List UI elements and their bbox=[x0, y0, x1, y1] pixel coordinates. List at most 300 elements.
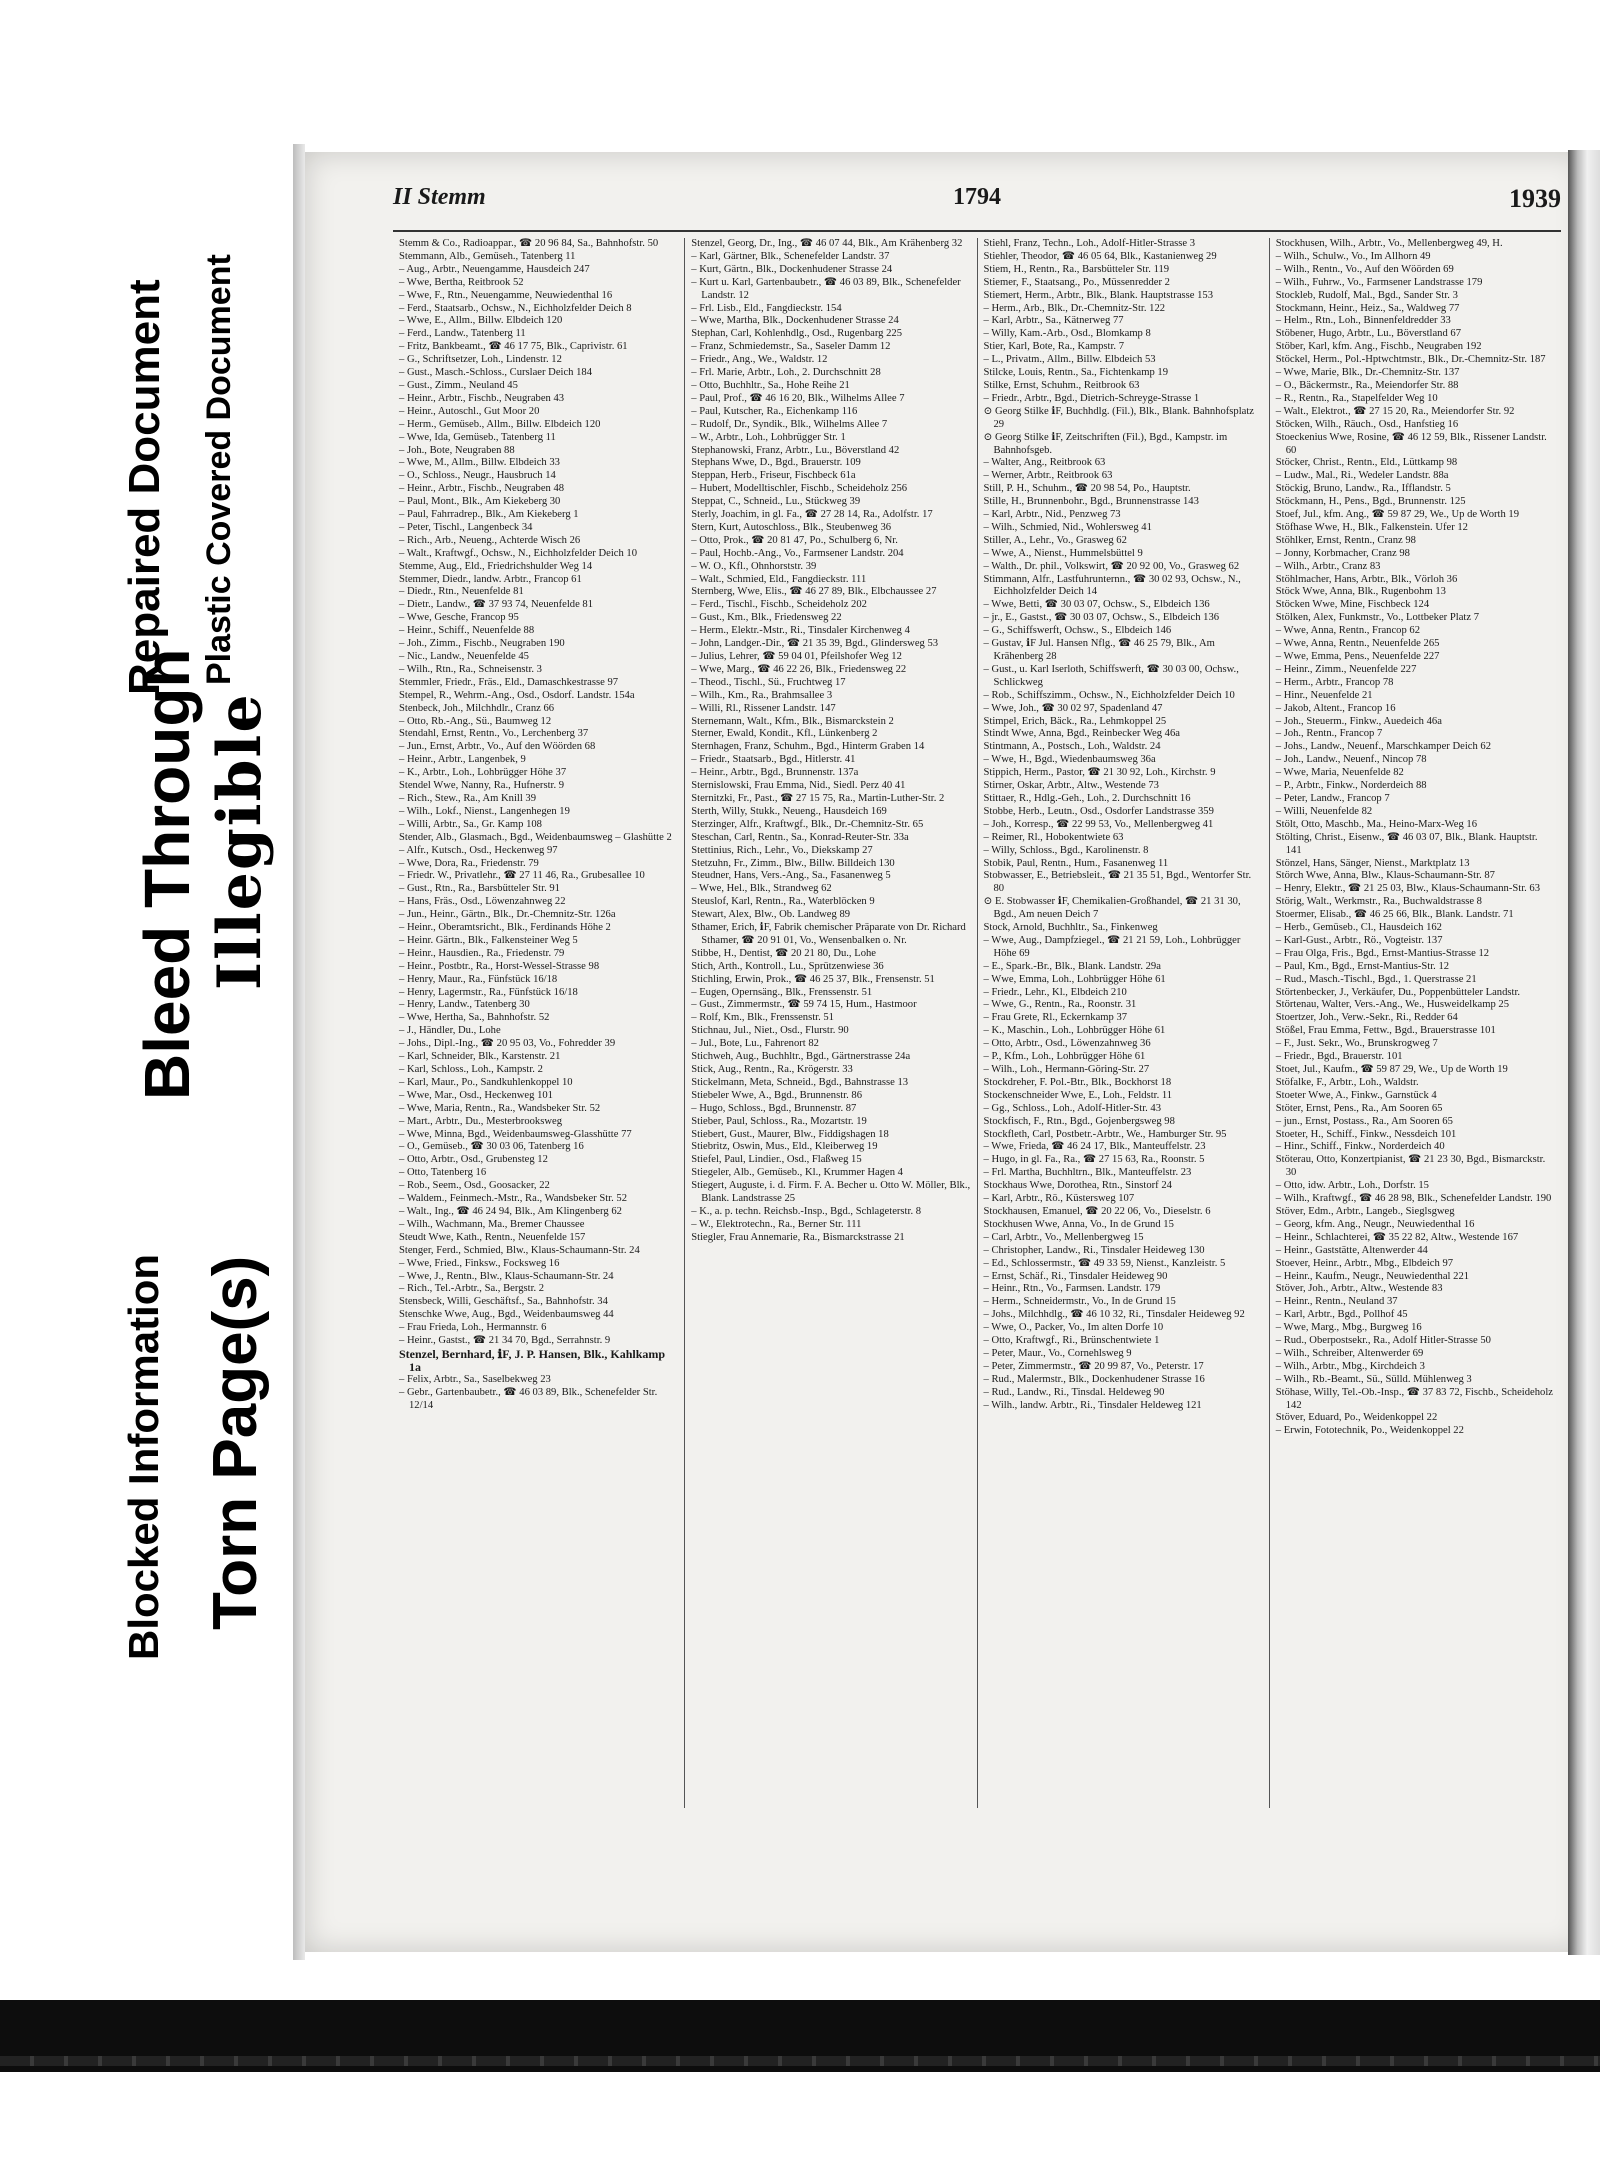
directory-entry: Stendel Wwe, Nanny, Ra., Hufnerstr. 9 bbox=[399, 780, 565, 792]
directory-entry: – Wilh., landw. Arbtr., Ri., Tinsdaler Heldeweg 121 bbox=[983, 1399, 1202, 1411]
directory-entry: Stockfisch, F., Rtn., Bgd., Gojenbergsweg 98 bbox=[983, 1115, 1175, 1127]
directory-entry: Stiebeler Wwe, A., Bgd., Brunnenstr. 86 bbox=[691, 1089, 863, 1101]
directory-entry: – Karl, Gärtner, Blk., Schenefelder Landstr. 37 bbox=[691, 250, 890, 262]
directory-entry: – Wwe, Frieda, ☎ 46 24 17, Blk., Manteuffelstr. 23 bbox=[983, 1141, 1206, 1153]
directory-entry: – Kurt u. Karl, Gartenbaubetr., ☎ 46 03 89, Blk., Schenefelder Landstr. 12 bbox=[691, 276, 961, 301]
directory-entry: – Wwe, O., Packer, Vo., Im alten Dorfe 10 bbox=[983, 1322, 1164, 1334]
directory-entry: – Gust., Km., Blk., Friedensweg 22 bbox=[691, 612, 842, 624]
directory-entry: – Wwe, Gesche, Francop 95 bbox=[399, 612, 519, 624]
stamp-plastic-covered-document: Plastic Covered Document bbox=[200, 254, 238, 685]
directory-entry: Stöckmann, H., Pens., Bgd., Brunnenstr. 125 bbox=[1275, 496, 1466, 508]
directory-entry: – Rob., Schiffszimm., Ochsw., N., Eichholzfelder Deich 10 bbox=[983, 689, 1235, 701]
directory-entry: Stölting, Christ., Eisenw., ☎ 46 03 07, Blk., Blank. Hauptstr. 141 bbox=[1275, 831, 1538, 856]
directory-entry: – Wilh., Fuhrw., Vo., Farmsener Landstrasse 179 bbox=[1275, 276, 1483, 288]
directory-entry: Stöcken, Wilh., Räuch., Osd., Hanfstieg 16 bbox=[1275, 418, 1459, 430]
directory-entry: Stephanowski, Franz, Arbtr., Lu., Böverstland 42 bbox=[691, 444, 900, 456]
directory-entry: – Willi, Neuenfelde 82 bbox=[1275, 805, 1373, 817]
stamp-repaired-document: Repaired Document bbox=[120, 279, 169, 695]
directory-entry: Steudt Wwe, Kath., Rentn., Neuenfelde 157 bbox=[399, 1231, 586, 1243]
directory-entry: – Wwe, Emma, Loh., Lohbrügger Höhe 61 bbox=[983, 973, 1166, 985]
directory-entry: – Otto, Arbtr., Osd., Grubensteg 12 bbox=[399, 1154, 548, 1166]
directory-entry: – Walt., Ing., ☎ 46 24 94, Blk., Am Klingenberg 62 bbox=[399, 1205, 622, 1217]
directory-entry: – Otto, idw. Arbtr., Loh., Dorfstr. 15 bbox=[1275, 1180, 1429, 1192]
directory-entry: Stiegler, Frau Annemarie, Ra., Bismarckstrasse 21 bbox=[691, 1231, 905, 1243]
directory-entry: Stölken, Alex, Funkmstr., Vo., Lottbeker Platz 7 bbox=[1275, 612, 1479, 624]
directory-entry: – Karl, Maur., Po., Sandkuhlenkoppel 10 bbox=[399, 1076, 573, 1088]
directory-entry: – Johs., Landw., Neuenf., Marschkamper Deich 62 bbox=[1275, 741, 1491, 753]
directory-entry: – Walt., Schmied, Eld., Fangdieckstr. 111 bbox=[691, 573, 867, 585]
directory-entry: Stobbe, Herb., Leutn., Osd., Osdorfer Landstrasse 359 bbox=[983, 805, 1214, 817]
year-label: 1939 bbox=[1509, 184, 1561, 213]
directory-entry: – Rud., Malermstr., Blk., Dockenhudener Strasse 16 bbox=[983, 1373, 1205, 1385]
directory-entry: – Helm., Rtn., Loh., Binnenfeldredder 33 bbox=[1275, 315, 1451, 327]
directory-entry: – Wilh., Schmied, Nid., Wohlersweg 41 bbox=[983, 521, 1152, 533]
directory-entry: – Friedr. W., Privatlehr., ☎ 27 11 46, Ra., Grubesallee 10 bbox=[399, 870, 645, 882]
directory-entry: – Werner, Arbtr., Reitbrook 63 bbox=[983, 470, 1113, 482]
directory-entry: Stock, Arnold, Buchhltr., Sa., Finkenweg bbox=[983, 922, 1158, 934]
directory-entry: Stockhusen, Wilh., Arbtr., Vo., Mellenbergweg 49, H. bbox=[1275, 238, 1503, 249]
directory-entry: Steschan, Carl, Rentn., Sa., Konrad-Reuter-Str. 33a bbox=[691, 831, 909, 843]
directory-entry: – Wwe, A., Nienst., Hummelsbüttel 9 bbox=[983, 547, 1143, 559]
directory-entry: Stiebert, Gust., Maurer, Blw., Fiddigshagen 18 bbox=[691, 1128, 889, 1140]
directory-entry: – Joh., Bote, Neugraben 88 bbox=[399, 444, 515, 456]
directory-entry: – Karl-Gust., Arbtr., Rö., Vogteistr. 137 bbox=[1275, 934, 1443, 946]
directory-entry: – Wilh., Wachmann, Ma., Bremer Chaussee bbox=[399, 1218, 585, 1230]
directory-entry: Stockhaus Wwe, Dorothea, Rtn., Sinstorf 24 bbox=[983, 1180, 1172, 1192]
directory-entry: Stöter, Ernst, Pens., Ra., Am Sooren 65 bbox=[1275, 1102, 1443, 1114]
directory-entry: Stößel, Frau Emma, Fettw., Bgd., Brauerstrasse 101 bbox=[1275, 1025, 1496, 1037]
directory-entry: – Karl, Schneider, Blk., Karstenstr. 21 bbox=[399, 1051, 561, 1063]
directory-entry: – Wwe, Anna, Rentn., Francop 62 bbox=[1275, 625, 1421, 637]
directory-entry: – Peter, Maur., Vo., Cornehlsweg 9 bbox=[983, 1347, 1132, 1359]
directory-entry: – Rich., Stew., Ra., Am Knill 39 bbox=[399, 792, 537, 804]
directory-entry: – Wwe, Maria, Rentn., Ra., Wandsbeker Str. 52 bbox=[399, 1102, 601, 1114]
directory-entry: – Fritz, Bankbeamt., ☎ 46 17 75, Blk., Caprivistr. 61 bbox=[399, 341, 628, 353]
directory-entry: Stöcker, Christ., Rentn., Eld., Lüttkamp 98 bbox=[1275, 457, 1458, 469]
directory-entry: – Heinr., Hausdien., Ra., Friedenstr. 79 bbox=[399, 947, 565, 959]
directory-entry: – Rolf, Km., Blk., Frenssenstr. 51 bbox=[691, 1012, 834, 1024]
directory-entry: Sterzinger, Alfr., Kraftwgf., Blk., Dr.-Chemnitz-Str. 65 bbox=[691, 818, 924, 830]
directory-entry: Stöver, Eduard, Po., Weidenkoppel 22 bbox=[1275, 1412, 1438, 1424]
directory-entry: – Henry, Maur., Ra., Fünfstück 16/18 bbox=[399, 973, 558, 985]
directory-entry: – Wwe, Dora, Ra., Friedenstr. 79 bbox=[399, 857, 539, 869]
directory-entry: – Mart., Arbtr., Du., Mesterbrooksweg bbox=[399, 1115, 563, 1127]
directory-entry: – Paul, Kutscher, Ra., Eichenkamp 116 bbox=[691, 405, 858, 417]
directory-entry: – Jakob, Altent., Francop 16 bbox=[1275, 702, 1396, 714]
directory-entry: – Ernst, Schäf., Ri., Tinsdaler Heideweg 90 bbox=[983, 1270, 1168, 1282]
directory-entry: – Heinr., Kaufm., Neugr., Neuwiedenthal 221 bbox=[1275, 1270, 1470, 1282]
stamp-column bbox=[0, 0, 295, 2177]
directory-entry: Stirner, Oskar, Arbtr., Altw., Westende 73 bbox=[983, 780, 1159, 792]
directory-entry: Stöbener, Hugo, Arbtr., Lu., Böverstland 67 bbox=[1275, 328, 1461, 340]
scan-bottom-band bbox=[0, 2000, 1600, 2072]
column-4 bbox=[1270, 238, 1561, 1808]
directory-entry: – Reimer, Rl., Hobokentwiete 63 bbox=[983, 831, 1124, 843]
directory-entry: – Rud., Landw., Ri., Tinsdal. Heldeweg 90 bbox=[983, 1386, 1165, 1398]
directory-entry: – Ferd., Staatsarb., Ochsw., N., Eichholzfelder Deich 8 bbox=[399, 302, 632, 314]
directory-entry: Stettinius, Rich., Lehr., Vo., Diekskamp 27 bbox=[691, 844, 873, 856]
stamp-blocked-information: Blocked Information bbox=[120, 1253, 167, 1660]
directory-entry: Stiefel, Paul, Lindier., Osd., Flaßweg 15 bbox=[691, 1154, 862, 1166]
header-rule bbox=[393, 230, 1561, 232]
directory-entry: – Wwe, Maria, Neuenfelde 82 bbox=[1275, 767, 1404, 779]
directory-entry: – Rud., Masch.-Tischl., Bgd., 1. Querstrasse 21 bbox=[1275, 973, 1477, 985]
directory-entry: Stickelmann, Meta, Schneid., Bgd., Bahnstrasse 13 bbox=[691, 1076, 909, 1088]
directory-entry: – Wwe, Joh., ☎ 30 02 97, Spadenland 47 bbox=[983, 702, 1163, 714]
directory-entry: – Frau Grete, Rl., Eckernkamp 37 bbox=[983, 1012, 1128, 1024]
directory-entry: – Gustav, ℹF Jul. Hansen Nflg., ☎ 46 25 79, Blk., Am Krähenberg 28 bbox=[983, 638, 1215, 662]
directory-entry: – Peter, Landw., Francop 7 bbox=[1275, 792, 1390, 804]
directory-entry: – jr., E., Gastst., ☎ 30 03 07, Ochsw., S., Elbdeich 136 bbox=[983, 612, 1220, 624]
directory-entry: – Willi, Arbtr., Sa., Gr. Kamp 108 bbox=[399, 818, 542, 830]
directory-entry: – Herm., Gemüseb., Allm., Billw. Elbdeich 120 bbox=[399, 418, 601, 430]
directory-entry: Stönzel, Hans, Sänger, Nienst., Marktplatz 13 bbox=[1275, 857, 1470, 869]
directory-entry: Stöcken Wwe, Mine, Fischbeck 124 bbox=[1275, 599, 1430, 611]
directory-entry: Stiem, H., Rentn., Ra., Barsbütteler Str. 119 bbox=[983, 263, 1170, 275]
directory-entry: – Otto, Prok., ☎ 20 81 47, Po., Schulberg 6, Nr. bbox=[691, 534, 898, 546]
directory-page bbox=[305, 152, 1585, 1952]
directory-entry: – Henry, Landw., Tatenberg 30 bbox=[399, 999, 530, 1011]
directory-entry: – Frl. Marie, Arbtr., Loh., 2. Durchschnitt 28 bbox=[691, 367, 881, 379]
directory-entry: Stier, Karl, Bote, Ra., Kampstr. 7 bbox=[983, 341, 1125, 353]
column-3 bbox=[978, 238, 1270, 1808]
directory-entry: Stenzel, Bernhard, ℹF, J. P. Hansen, Blk., Kahlkamp 1a bbox=[399, 1346, 666, 1374]
directory-entry: Stöfhase Wwe, H., Blk., Falkenstein. Ufer 12 bbox=[1275, 521, 1468, 533]
directory-entry: – Dietr., Landw., ☎ 37 93 74, Neuenfelde 81 bbox=[399, 599, 594, 611]
directory-entry: Stintmann, A., Postsch., Loh., Waldstr. 24 bbox=[983, 741, 1161, 753]
directory-entry: – Ed., Schlossermstr., ☎ 49 33 59, Nienst., Kanzleistr. 5 bbox=[983, 1257, 1226, 1269]
directory-entry: – Jun., Heinr., Gärtn., Blk., Dr.-Chemnitz-Str. 126a bbox=[399, 909, 616, 921]
directory-entry: – Henry, Lagermstr., Ra., Fünfstück 16/18 bbox=[399, 986, 578, 998]
directory-columns bbox=[393, 238, 1561, 1808]
directory-entry: Stichweh, Aug., Buchhltr., Bgd., Gärtnerstrasse 24a bbox=[691, 1051, 911, 1063]
directory-entry: – Wilh., Lokf., Nienst., Langenhegen 19 bbox=[399, 805, 570, 817]
directory-entry: – Frl. Martha, Buchhltrn., Blk., Manteuffelstr. 23 bbox=[983, 1167, 1192, 1179]
directory-entry: ⊙ Georg Stilke ℹF, Zeitschriften (Fil.), Bgd., Kampstr. im Bahnhofsgeb. bbox=[983, 431, 1228, 456]
directory-entry: – Rud., Oberpostsekr., Ra., Adolf Hitler-Strasse 50 bbox=[1275, 1335, 1491, 1347]
directory-entry: – Otto, Arbtr., Osd., Löwenzahnweg 36 bbox=[983, 1038, 1151, 1050]
directory-entry: – Wwe, G., Rentn., Ra., Roonstr. 31 bbox=[983, 999, 1137, 1011]
directory-entry: Stiebritz, Oswin, Mus., Eld., Kleiberweg 19 bbox=[691, 1141, 878, 1153]
directory-entry: – Rob., Seem., Osd., Goosacker, 22 bbox=[399, 1180, 550, 1192]
directory-entry: Stibbe, H., Dentist, ☎ 20 21 80, Du., Lohe bbox=[691, 947, 876, 959]
directory-entry: Stetzuhn, Fr., Zimm., Blw., Billw. Billdeich 130 bbox=[691, 857, 895, 869]
directory-entry: – Jul., Bote, Lu., Fahrenort 82 bbox=[691, 1038, 819, 1050]
directory-entry: Stöck Wwe, Anna, Blk., Rugenbohm 13 bbox=[1275, 586, 1446, 598]
directory-entry: – Joh., Korresp., ☎ 22 99 53, Vo., Mellenbergweg 41 bbox=[983, 818, 1214, 830]
directory-entry: – Herm., Arbtr., Francop 78 bbox=[1275, 676, 1394, 688]
directory-entry: – Karl, Arbtr., Rö., Küstersweg 107 bbox=[983, 1193, 1135, 1205]
directory-entry: – Wwe, Martha, Blk., Dockenhudener Strasse 24 bbox=[691, 315, 899, 327]
directory-entry: – Frau Olga, Fris., Bgd., Ernst-Mantius-Strasse 12 bbox=[1275, 947, 1490, 959]
directory-entry: – Heinr., Oberamtsricht., Blk., Ferdinands Höhe 2 bbox=[399, 922, 611, 934]
directory-entry: – Heinr. Gärtn., Blk., Falkensteiner Weg 5 bbox=[399, 934, 578, 946]
directory-entry: – Wwe, Marg., ☎ 46 22 26, Blk., Friedensweg 22 bbox=[691, 663, 907, 675]
directory-entry: – Wwe, Fried., Finksw., Focksweg 16 bbox=[399, 1257, 560, 1269]
directory-entry: – Wilh., Arbtr., Cranz 83 bbox=[1275, 560, 1381, 572]
directory-entry: – O., Bäckermstr., Ra., Meiendorfer Str. 88 bbox=[1275, 379, 1459, 391]
page-edge bbox=[1568, 150, 1600, 1955]
directory-entry: – Wwe, E., Allm., Billw. Elbdeich 120 bbox=[399, 315, 563, 327]
directory-entry: – Otto, Buchhltr., Sa., Hohe Reihe 21 bbox=[691, 379, 850, 391]
directory-entry: – Peter, Zimmermstr., ☎ 20 99 87, Vo., Peterstr. 17 bbox=[983, 1360, 1204, 1372]
directory-entry: – Jonny, Korbmacher, Cranz 98 bbox=[1275, 547, 1410, 559]
directory-entry: Stender, Alb., Glasmach., Bgd., Weidenbaumsweg – Glashütte 2 bbox=[399, 831, 672, 843]
directory-entry: – Joh., Rentn., Francop 7 bbox=[1275, 728, 1383, 740]
directory-entry: Stittaer, R., Hdlg.-Geh., Loh., 2. Durchschnitt 16 bbox=[983, 792, 1191, 804]
column-2 bbox=[685, 238, 977, 1808]
directory-entry: Sternislowski, Frau Emma, Nid., Siedl. Perz 40 41 bbox=[691, 780, 906, 792]
directory-entry: Stobwasser, E., Betriebsleit., ☎ 21 35 51, Bgd., Wentorfer Str. 80 bbox=[983, 870, 1252, 895]
directory-entry: – Johs., Dipl.-Ing., ☎ 20 95 03, Vo., Fohredder 39 bbox=[399, 1038, 616, 1050]
directory-entry: Stemmer, Diedr., landw. Arbtr., Francop 61 bbox=[399, 573, 582, 585]
directory-entry: – Ferd., Landw., Tatenberg 11 bbox=[399, 328, 526, 340]
directory-entry: Stoef, Jul., kfm. Ang., ☎ 59 87 29, We., Up de Worth 19 bbox=[1275, 509, 1520, 521]
directory-entry: Stenzel, Georg, Dr., Ing., ☎ 46 07 44, Blk., Am Krähenberg 32 bbox=[691, 238, 963, 249]
directory-entry: – Gebr., Gartenbaubetr., ☎ 46 03 89, Blk., Schenefelder Str. 12/14 bbox=[399, 1386, 658, 1411]
directory-entry: Stöckig, Bruno, Landw., Ra., Ifflandstr. 5 bbox=[1275, 483, 1451, 495]
directory-entry: – Heinr., Rtn., Vo., Farmsen. Landstr. 179 bbox=[983, 1283, 1161, 1295]
directory-entry: Sternhagen, Franz, Schuhm., Bgd., Hinterm Graben 14 bbox=[691, 741, 925, 753]
directory-entry: Stempel, R., Wehrm.-Ang., Osd., Osdorf. Landstr. 154a bbox=[399, 689, 635, 701]
directory-entry: – Walt., Elektrot., ☎ 27 15 20, Ra., Meiendorfer Str. 92 bbox=[1275, 405, 1515, 417]
directory-entry: – Wilh., Arbtr., Mbg., Kirchdeich 3 bbox=[1275, 1360, 1425, 1372]
page-header bbox=[393, 184, 1561, 222]
directory-entry: – Gust., u. Karl Iserloth, Schiffswerft, ☎ 30 03 00, Ochsw., Schlickweg bbox=[983, 663, 1239, 688]
directory-entry: Stockfleth, Carl, Postbetr.-Arbtr., We., Hamburger Str. 95 bbox=[983, 1128, 1227, 1140]
directory-entry: – Wwe, Hel., Blk., Strandweg 62 bbox=[691, 883, 832, 895]
directory-entry: – Georg, kfm. Ang., Neugr., Neuwiedenthal 16 bbox=[1275, 1218, 1475, 1230]
directory-entry: – Gust., Rtn., Ra., Barsbütteler Str. 91 bbox=[399, 883, 560, 895]
directory-entry: Stölt, Otto, Maschb., Ma., Heino-Marx-Weg 16 bbox=[1275, 818, 1478, 830]
directory-entry: – Heinr., Gaststätte, Altenwerder 44 bbox=[1275, 1244, 1428, 1256]
directory-entry: – Heinr., Arbtr., Bgd., Brunnenstr. 137a bbox=[691, 767, 859, 779]
directory-entry: – Johs., Milchhdlg., ☎ 46 10 32, Ri., Tinsdaler Heideweg 92 bbox=[983, 1309, 1245, 1321]
directory-entry: – Wwe, J., Rentn., Blw., Klaus-Schaumann-Str. 24 bbox=[399, 1270, 614, 1282]
directory-entry: – Heinr., Gastst., ☎ 21 34 70, Bgd., Serrahnstr. 9 bbox=[399, 1335, 611, 1347]
directory-entry: Stöhase, Willy, Tel.-Ob.-Insp., ☎ 37 83 72, Fischb., Scheideholz 142 bbox=[1275, 1386, 1553, 1411]
directory-entry: Stoeter Wwe, A., Finkw., Garnstück 4 bbox=[1275, 1089, 1437, 1101]
directory-entry: – Willy, Schloss., Bgd., Karolinenstr. 8 bbox=[983, 844, 1149, 856]
directory-entry: – Otto, Kraftwgf., Ri., Brünschentwiete 1 bbox=[983, 1335, 1160, 1347]
page-number: 1794 bbox=[953, 184, 1001, 210]
directory-entry: – Henry, Elektr., ☎ 21 25 03, Blw., Klaus-Schaumann-Str. 63 bbox=[1275, 883, 1541, 895]
directory-entry: Stoeter, H., Schiff., Finkw., Nessdeich 101 bbox=[1275, 1128, 1457, 1140]
directory-entry: – Hugo, in gl. Fa., Ra., ☎ 27 15 63, Ra., Roonstr. 5 bbox=[983, 1154, 1205, 1166]
directory-entry: – Heinr., Rentn., Neuland 37 bbox=[1275, 1296, 1398, 1308]
directory-entry: – Wwe, Emma, Pens., Neuenfelde 227 bbox=[1275, 651, 1440, 662]
directory-entry: – Heinr., Schlachterei, ☎ 35 22 82, Altw., Westende 167 bbox=[1275, 1231, 1519, 1243]
directory-entry: – Wwe, Anna, Rentn., Neuenfelde 265 bbox=[1275, 638, 1440, 650]
directory-entry: – Eugen, Opernsäng., Blk., Frenssenstr. 51 bbox=[691, 986, 873, 998]
directory-entry: – F., Just. Sekr., Wo., Brunskrogweg 7 bbox=[1275, 1038, 1438, 1050]
directory-entry: Steppat, C., Schneid., Lu., Stückweg 39 bbox=[691, 496, 861, 508]
directory-entry: Störtenau, Walter, Vers.-Ang., We., Husweidelkamp 25 bbox=[1275, 999, 1509, 1011]
directory-entry: – Rich., Arb., Neueng., Achterde Wisch 26 bbox=[399, 534, 581, 546]
directory-entry: – Heinr., Postbtr., Ra., Horst-Wessel-Strasse 98 bbox=[399, 960, 600, 972]
directory-entry: Stoertzer, Joh., Verw.-Sekr., Ri., Redder 64 bbox=[1275, 1012, 1458, 1024]
directory-entry: – Wilh., Rtn., Ra., Schneisenstr. 3 bbox=[399, 663, 542, 675]
directory-entry: Stieber, Paul, Schloss., Ra., Mozartstr. 19 bbox=[691, 1115, 867, 1127]
directory-entry: – Wwe, Marg., Mbg., Burgweg 16 bbox=[1275, 1322, 1422, 1334]
directory-entry: – Hinr., Schiff., Finkw., Norderdeich 40 bbox=[1275, 1141, 1445, 1153]
directory-entry: – Karl, Schloss., Loh., Kampstr. 2 bbox=[399, 1064, 543, 1075]
directory-entry: – Walth., Dr. phil., Volkswirt, ☎ 20 92 00, Vo., Grasweg 62 bbox=[983, 560, 1240, 572]
directory-entry: – Wwe, Mar., Osd., Heckenweg 101 bbox=[399, 1089, 553, 1101]
directory-entry: – Wilh., Schreiber, Altenwerder 69 bbox=[1275, 1347, 1424, 1359]
directory-entry: Stiehl, Franz, Techn., Loh., Adolf-Hitler-Strasse 3 bbox=[983, 238, 1196, 249]
directory-entry: – Wwe, Aug., Dampfziegel., ☎ 21 21 59, Loh., Lohbrügger Höhe 69 bbox=[983, 934, 1241, 959]
directory-entry: Stichling, Erwin, Prok., ☎ 46 25 37, Blk., Frensenstr. 51 bbox=[691, 973, 935, 985]
directory-entry: Stöterau, Otto, Konzertpianist, ☎ 21 23 30, Bgd., Bismarckstr. 30 bbox=[1275, 1154, 1546, 1179]
directory-entry: Stemm & Co., Radioappar., ☎ 20 96 84, Sa., Bahnhofstr. 50 bbox=[399, 238, 659, 249]
directory-entry: – K., a. p. techn. Reichsb.-Insp., Bgd., Schlageterstr. 8 bbox=[691, 1205, 922, 1217]
directory-entry: – Heinr., Zimm., Neuenfelde 227 bbox=[1275, 663, 1417, 675]
directory-entry: Stockleb, Rudolf, Mal., Bgd., Sander Str. 3 bbox=[1275, 289, 1458, 301]
directory-entry: – R., Rentn., Ra., Stapelfelder Weg 10 bbox=[1275, 392, 1438, 404]
directory-entry: – O., Schloss., Neugr., Hausbruch 14 bbox=[399, 470, 556, 482]
directory-entry: Stoet, Jul., Kaufm., ☎ 59 87 29, We., Up de Worth 19 bbox=[1275, 1064, 1508, 1075]
directory-entry: Störig, Walt., Werkmstr., Ra., Buchwaldstrasse 8 bbox=[1275, 896, 1482, 908]
directory-entry: Stiller, A., Lehr., Vo., Grasweg 62 bbox=[983, 534, 1127, 546]
directory-entry: Stindt Wwe, Anna, Bgd., Reinbecker Weg 46a bbox=[983, 728, 1180, 740]
directory-entry: – P., Arbtr., Finkw., Norderdeich 88 bbox=[1275, 780, 1427, 792]
directory-entry: – O., Gemüseb., ☎ 30 03 06, Tatenberg 16 bbox=[399, 1141, 584, 1153]
directory-entry: – Paul, Km., Bgd., Ernst-Mantius-Str. 12 bbox=[1275, 960, 1450, 972]
directory-entry: – Felix, Arbtr., Sa., Saselbekweg 23 bbox=[399, 1373, 551, 1385]
directory-entry: Stewart, Alex, Blw., Ob. Landweg 89 bbox=[691, 909, 851, 921]
directory-entry: – Ferd., Tischl., Fischb., Scheideholz 202 bbox=[691, 599, 867, 611]
directory-entry: Steuslof, Karl, Rentn., Ra., Waterblöcken 9 bbox=[691, 896, 875, 908]
directory-entry: Stimmann, Alfr., Lastfuhrunternn., ☎ 30 02 93, Ochsw., N., Eichholzfelder Deich 14 bbox=[983, 573, 1241, 598]
directory-entry: – Hubert, Modelltischler, Fischb., Scheideholz 256 bbox=[691, 483, 908, 495]
directory-entry: Stenger, Ferd., Schmied, Blw., Klaus-Schaumann-Str. 24 bbox=[399, 1244, 640, 1256]
directory-entry: – Wwe, H., Bgd., Wiedenbaumsweg 36a bbox=[983, 754, 1156, 766]
directory-entry: Stilcke, Louis, Rentn., Sa., Fichtenkamp 19 bbox=[983, 367, 1168, 379]
section-label: II Stemm bbox=[393, 184, 486, 210]
directory-entry: – Heinr., Arbtr., Langenbek, 9 bbox=[399, 754, 526, 766]
directory-entry: – Otto, Rb.-Ang., Sü., Baumweg 12 bbox=[399, 715, 552, 727]
directory-entry: – Gust., Masch.-Schloss., Curslaer Deich 184 bbox=[399, 367, 593, 379]
directory-entry: – Karl, Arbtr., Nid., Penzweg 73 bbox=[983, 509, 1121, 521]
directory-entry: – Julius, Lehrer, ☎ 59 04 01, Pfeilshofer Weg 12 bbox=[691, 651, 902, 662]
directory-entry: Steudner, Hans, Vers.-Ang., Sa., Fasanenweg 5 bbox=[691, 870, 891, 882]
directory-entry: ⊙ E. Stobwasser ℹF, Chemikalien-Großhandel, ☎ 21 31 30, Bgd., Am neuen Deich 7 bbox=[983, 896, 1241, 921]
directory-entry: – Frau Frieda, Loh., Hermannstr. 6 bbox=[399, 1322, 547, 1334]
directory-entry: Stendahl, Ernst, Rentn., Vo., Lerchenberg 37 bbox=[399, 728, 589, 740]
directory-entry: Stiehler, Theodor, ☎ 46 05 64, Blk., Kastanienweg 29 bbox=[983, 250, 1217, 262]
directory-entry: – Joh., Zimm., Fischb., Neugraben 190 bbox=[399, 638, 565, 650]
directory-entry: Stoermer, Elisab., ☎ 46 25 66, Blk., Blank. Landstr. 71 bbox=[1275, 909, 1514, 921]
directory-entry: Stick, Aug., Rentn., Ra., Krögerstr. 33 bbox=[691, 1064, 853, 1075]
directory-entry: Stoeckenius Wwe, Rosine, ☎ 46 12 59, Blk., Rissener Landstr. 60 bbox=[1275, 431, 1547, 456]
directory-entry: Stöhlker, Ernst, Rentn., Cranz 98 bbox=[1275, 534, 1416, 546]
directory-entry: Stenbeck, Joh., Milchhdlr., Cranz 66 bbox=[399, 702, 555, 714]
directory-entry: Stiegeler, Alb., Gemüseb., Kl., Krummer Hagen 4 bbox=[691, 1167, 903, 1179]
directory-entry: – W. O., Kfl., Ohnhorststr. 39 bbox=[691, 560, 817, 572]
directory-entry: Sterner, Ewald, Kondit., Kfl., Lünkenberg 2 bbox=[691, 728, 878, 740]
directory-entry: Stobik, Paul, Rentn., Hum., Fasanenweg 11 bbox=[983, 857, 1169, 869]
directory-entry: – Otto, Tatenberg 16 bbox=[399, 1167, 487, 1179]
directory-entry: – Erwin, Fototechnik, Po., Weidenkoppel 22 bbox=[1275, 1425, 1464, 1437]
directory-entry: – Wwe, Ida, Gemüseb., Tatenberg 11 bbox=[399, 431, 556, 443]
directory-entry: Stephans Wwe, D., Bgd., Brauerstr. 109 bbox=[691, 457, 861, 469]
directory-entry: Stöckel, Herm., Pol.-Hptwchtmstr., Blk., Dr.-Chemnitz-Str. 187 bbox=[1275, 354, 1546, 366]
directory-entry: – Wilh., Rb.-Beamt., Sü., Sülld. Mühlenweg 3 bbox=[1275, 1373, 1472, 1385]
directory-entry: – Willy, Kam.-Arb., Osd., Blomkamp 8 bbox=[983, 328, 1151, 340]
directory-entry: Stöhlmacher, Hans, Arbtr., Blk., Vörloh 36 bbox=[1275, 573, 1458, 585]
directory-entry: Stockmann, Heinr., Heiz., Sa., Waldweg 77 bbox=[1275, 302, 1460, 314]
directory-entry: Sterth, Willy, Stukk., Neueng., Hausdeich 169 bbox=[691, 805, 887, 817]
directory-entry: Sterly, Joachim, in gl. Fa., ☎ 27 28 14, Ra., Adolfstr. 17 bbox=[691, 509, 933, 521]
directory-entry: Stöver, Joh., Arbtr., Altw., Westende 83 bbox=[1275, 1283, 1443, 1295]
directory-entry: Stensbeck, Willi, Geschäftsf., Sa., Bahnhofstr. 34 bbox=[399, 1296, 608, 1308]
directory-entry: ⊙ Georg Stilke ℹF, Buchhdlg. (Fil.), Blk., Blank. Bahnhofsplatz 29 bbox=[983, 405, 1255, 430]
directory-entry: – Heinr., Schiff., Neuenfelde 88 bbox=[399, 625, 535, 637]
directory-entry: – P., Kfm., Loh., Lohbrügger Höhe 61 bbox=[983, 1051, 1146, 1063]
directory-entry: – Franz, Schmiedemstr., Sa., Saseler Damm 12 bbox=[691, 341, 891, 353]
directory-entry: – Gust., Zimmermstr., ☎ 59 74 15, Hum., Hastmoor bbox=[691, 999, 917, 1011]
directory-entry: Stiemert, Herm., Arbtr., Blk., Blank. Hauptstrasse 153 bbox=[983, 289, 1214, 301]
directory-entry: – G., Schiffswerft, Ochsw., S., Elbdeich 146 bbox=[983, 625, 1172, 637]
directory-entry: Stiegert, Auguste, i. d. Firm. F. A. Becher u. Otto W. Möller, Blk., Blank. Landstrasse 25 bbox=[691, 1180, 971, 1205]
directory-entry: Stockhausen, Emanuel, ☎ 20 22 06, Vo., Dieselstr. 6 bbox=[983, 1205, 1211, 1217]
directory-entry: – Ludw., Mal., Ri., Wedeler Landstr. 88a bbox=[1275, 470, 1449, 482]
directory-entry: Still, P. H., Schuhm., ☎ 20 98 54, Po., Hauptstr. bbox=[983, 483, 1191, 495]
directory-entry: Stöfalke, F., Arbtr., Loh., Waldstr. bbox=[1275, 1076, 1419, 1088]
directory-entry: – Paul, Mont., Blk., Am Kiekeberg 30 bbox=[399, 496, 561, 508]
directory-entry: – Nic., Landw., Neuenfelde 45 bbox=[399, 651, 529, 662]
directory-entry: – Herb., Gemüseb., Cl., Hausdeich 162 bbox=[1275, 922, 1442, 934]
directory-entry: Störtenbecker, J., Verkäufer, Du., Poppenbütteler Landstr. bbox=[1275, 986, 1521, 998]
directory-entry: Stenschke Wwe, Aug., Bgd., Weidenbaumsweg 44 bbox=[399, 1309, 614, 1321]
directory-entry: – Hans, Fräs., Osd., Löwenzahnweg 22 bbox=[399, 896, 566, 908]
directory-entry: – Karl, Arbtr., Sa., Kätnerweg 77 bbox=[983, 315, 1124, 327]
column-1 bbox=[393, 238, 685, 1808]
directory-entry: – Gust., Zimm., Neuland 45 bbox=[399, 379, 518, 391]
directory-entry: Stoever, Heinr., Arbtr., Mbg., Elbdeich 97 bbox=[1275, 1257, 1454, 1269]
directory-entry: – Heinr., Arbtr., Fischb., Neugraben 43 bbox=[399, 392, 565, 404]
directory-entry: – Wwe, M., Allm., Billw. Elbdeich 33 bbox=[399, 457, 560, 469]
directory-entry: – Heinr., Autoschl., Gut Moor 20 bbox=[399, 405, 540, 417]
directory-entry: – Alfr., Kutsch., Osd., Heckenweg 97 bbox=[399, 844, 558, 856]
directory-entry: – Carl, Arbtr., Vo., Mellenbergweg 15 bbox=[983, 1231, 1144, 1243]
directory-entry: – Wilh., Schulw., Vo., Im Allhorn 49 bbox=[1275, 250, 1431, 262]
directory-entry: Stockdreher, F. Pol.-Btr., Blk., Bockhorst 18 bbox=[983, 1076, 1172, 1088]
stamp-illegible: Illegible bbox=[205, 692, 275, 990]
directory-entry: Stille, H., Brunnenbohr., Bgd., Brunnenstrasse 143 bbox=[983, 496, 1199, 508]
directory-entry: – Rudolf, Dr., Syndik., Blk., Wilhelms Allee 7 bbox=[691, 418, 888, 430]
directory-entry: – Herm., Elektr.-Mstr., Ri., Tinsdaler Kirchenweg 4 bbox=[691, 625, 910, 637]
directory-entry: Stemme, Aug., Eld., Friedrichshulder Weg 14 bbox=[399, 560, 593, 572]
directory-entry: – Paul, Fahrradrep., Blk., Am Kiekeberg 1 bbox=[399, 509, 579, 521]
stamp-torn-pages: Torn Page(s) bbox=[201, 1255, 270, 1630]
directory-entry: – Willi, Rl., Rissener Landstr. 147 bbox=[691, 702, 836, 714]
directory-entry: – Jun., Ernst, Arbtr., Vo., Auf den Wöörden 68 bbox=[399, 741, 596, 753]
directory-entry: – Wwe, Bertha, Reitbrook 52 bbox=[399, 276, 524, 288]
directory-entry: – Wwe, Betti, ☎ 30 03 07, Ochsw., S., Elbdeich 136 bbox=[983, 599, 1210, 611]
directory-entry: Sternitzki, Fr., Past., ☎ 27 15 75, Ra., Martin-Luther-Str. 2 bbox=[691, 792, 945, 804]
directory-entry: – Herm., Arb., Blk., Dr.-Chemnitz-Str. 122 bbox=[983, 302, 1166, 314]
directory-entry: – Walter, Ang., Reitbrook 63 bbox=[983, 457, 1106, 469]
directory-entry: – W., Elektrotechn., Ra., Berner Str. 111 bbox=[691, 1218, 862, 1230]
directory-entry: Stemmler, Friedr., Fräs., Eld., Damaschkestrasse 97 bbox=[399, 676, 619, 688]
directory-entry: Stöber, Karl, kfm. Ang., Fischb., Neugraben 192 bbox=[1275, 341, 1482, 353]
directory-entry: – Wwe, F., Rtn., Neuengamme, Neuwiedenthal 16 bbox=[399, 289, 613, 301]
directory-entry: Sternemann, Walt., Kfm., Blk., Bismarckstein 2 bbox=[691, 715, 894, 727]
directory-entry: Störch Wwe, Anna, Blw., Klaus-Schaumann-Str. 87 bbox=[1275, 870, 1495, 882]
directory-entry: – Hinr., Neuenfelde 21 bbox=[1275, 689, 1373, 701]
